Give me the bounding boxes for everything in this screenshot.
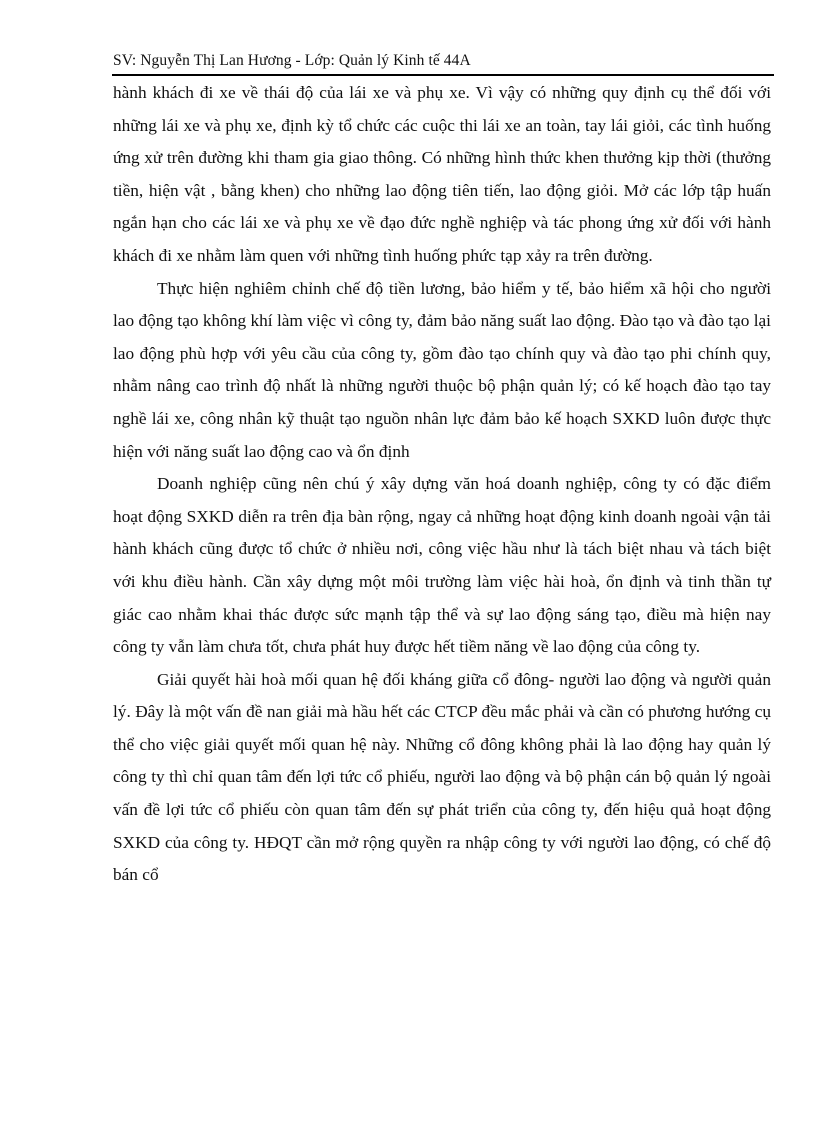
paragraph-1: hành khách đi xe về thái độ của lái xe và phụ xe. Vì vậy có những quy định cụ thể đối với những lái xe và phụ xe, định kỳ tổ chức các cuộc thi lái xe an toàn, tay lái giỏi, các tình huống ứng xử trên đường khi tham gia giao thông. Có những hình thức khen thưởng kịp thời (thưởng tiền, hiện vật , bằng khen) cho những lao động tiên tiến, lao động giỏi. Mở các lớp tập huấn ngắn hạn cho các lái xe và phụ xe về đạo đức nghề nghiệp và tác phong ứng xử đối với hành khách đi xe nhằm làm quen với những tình huống phức tạp xảy ra trên đường.: [113, 83, 771, 265]
paragraph-3: Doanh nghiệp cũng nên chú ý xây dựng văn hoá doanh nghiệp, công ty có đặc điểm hoạt động SXKD diễn ra trên địa bàn rộng, ngay cả những hoạt động kinh doanh ngoài vận tải hành khách cũng được tổ chức ở nhiều nơi, công việc hầu như là tách biệt nhau và tách biệt với khu điều hành. Cần xây dựng một môi trường làm việc hài hoà, ổn định và tinh thần tự giác cao nhằm khai thác được sức mạnh tập thể và sự lao động sáng tạo, điều mà hiện nay công ty vẫn làm chưa tốt, chưa phát huy được hết tiềm năng về lao động của công ty.: [113, 474, 771, 657]
header-divider: [112, 74, 774, 76]
paragraph-4: Giải quyết hài hoà mối quan hệ đối kháng giữa cổ đông- người lao động và người quản lý. Đây là một vấn đề nan giải mà hầu hết các CTCP đều mắc phải và cần có phương hướng cụ thể cho việc giải quyết mối quan hệ này. Những cổ đông không phải là lao động hay quản lý công ty thì chỉ quan tâm đến lợi tức cổ phiếu, người lao động và bộ phận cán bộ quản lý ngoài vấn đề lợi tức cổ phiếu còn quan tâm đến sự phát triển của công ty, đến hiệu quả hoạt động SXKD của công ty. HĐQT cần mở rộng quyền ra nhập công ty với người lao động, có chế độ bán cổ: [113, 669, 771, 885]
paragraph-2: Thực hiện nghiêm chỉnh chế độ tiền lương, bảo hiểm y tế, bảo hiểm xã hội cho người lao động tạo không khí làm việc vì công ty, đảm bảo năng suất lao động. Đào tạo và đào tạo lại lao động phù hợp với yêu cầu của công ty, gồm đào tạo chính quy và đào tạo phi chính quy, nhằm nâng cao trình độ nhất là những người thuộc bộ phận quản lý; có kế hoạch đào tạo tay nghề lái xe, công nhân kỹ thuật tạo nguồn nhân lực đảm bảo kế hoạch SXKD luôn được thực hiện với năng suất lao động cao và ổn định: [113, 278, 771, 461]
running-header: SV: Nguyễn Thị Lan Hương - Lớp: Quản lý Kinh tế 44A: [113, 52, 471, 69]
document-body: [113, 77, 771, 892]
